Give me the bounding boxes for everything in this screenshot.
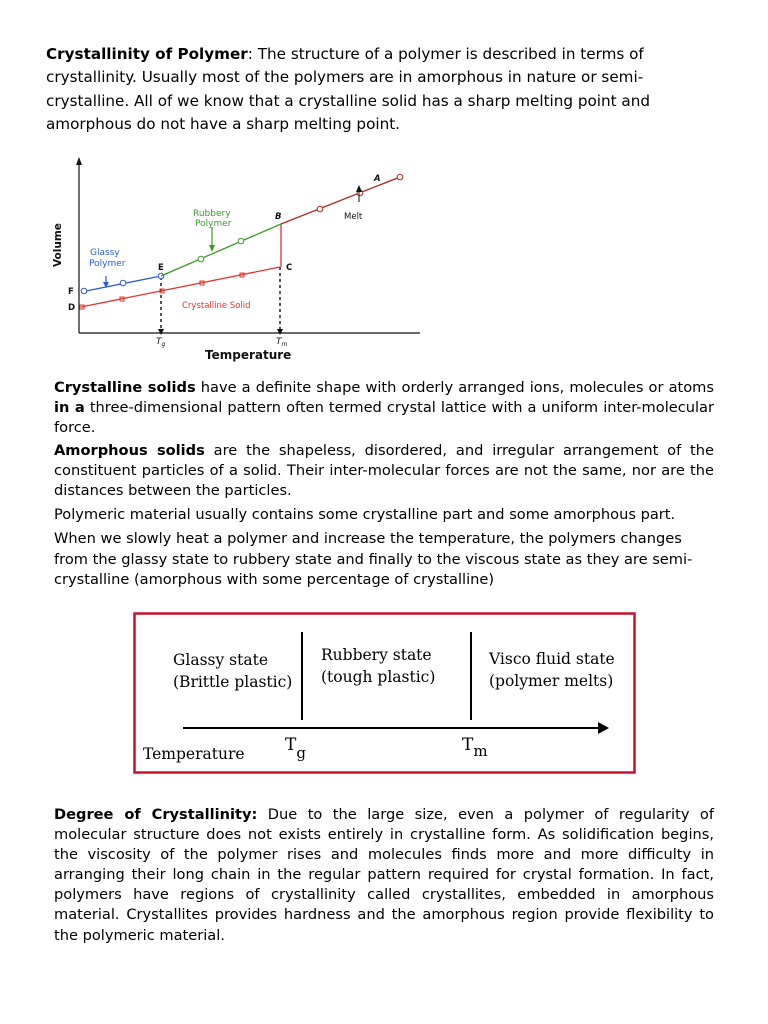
melt-label: Melt [344, 212, 363, 222]
amorphous-term: Amorphous solids [54, 441, 205, 459]
volume-temperature-graph [48, 152, 428, 366]
crystalline-label: Crystalline Solid [182, 301, 251, 311]
intro-heading: Crystallinity of Polymer [46, 45, 248, 63]
temperature-label: Temperature [143, 745, 245, 763]
graph-ylabel: Volume [52, 223, 64, 267]
crystalline-text1: have a definite shape with orderly arranged ions, molecules or atoms [195, 379, 714, 396]
point-a-label: A [374, 174, 381, 184]
crystalline-paragraph [54, 378, 714, 439]
melt-series [281, 174, 403, 224]
point-b-label: B [275, 212, 282, 222]
crystalline-text2: three-dimensional pattern often termed crystal lattice with a uniform inter-molecular force. [54, 399, 714, 437]
glassy-label-line2: Polymer [89, 259, 126, 269]
degree-paragraph [54, 805, 714, 946]
point-f-label: F [68, 287, 74, 297]
polymeric-paragraph: Polymeric material usually contains some crystalline part and some amorphous part. [54, 506, 676, 524]
point-e-label: E [158, 263, 164, 273]
visco-state-subtitle: (polymer melts) [489, 672, 614, 690]
tg-state-label: Tg [285, 735, 306, 762]
visco-state-title: Visco fluid state [489, 650, 615, 668]
glassy-state-subtitle: (Brittle plastic) [173, 673, 293, 691]
glassy-series [81, 273, 164, 294]
point-c-label: C [286, 263, 293, 273]
amorphous-paragraph [54, 441, 714, 502]
rubbery-state-title: Rubbery state [321, 646, 432, 664]
glassy-state-title: Glassy state [173, 651, 268, 669]
point-d-label: D [68, 303, 76, 313]
definitions-section [54, 378, 714, 594]
degree-heading: Degree of Crystallinity: [54, 806, 258, 823]
crystalline-bold2: in a [54, 399, 85, 417]
intro-text: : The structure of a polymer is described in terms of crystallinity. Usually most of the polymers are in amorphous in nature or semi- crystalline. All of we know that a crystalline solid has a sharp melting point and amorphous do not have a sharp melting point. [46, 45, 650, 134]
graph-xlabel: Temperature [205, 348, 292, 362]
intro-paragraph [46, 43, 726, 137]
heating-paragraph: When we slowly heat a polymer and increase the temperature, the polymers changes from the glassy state to rubbery state and finally to the viscous state as they are semi-crystalline (amorphous with some percentage of crystalline) [54, 530, 693, 588]
amorphous-text: are the shapeless, disordered, and irregular arrangement of the constituent particles of a solid. Their inter-molecular forces are not the same, nor are the distances between the particles. [54, 441, 715, 500]
rubbery-label-line1: Rubbery [193, 209, 231, 219]
glassy-label-line1: Glassy [90, 248, 120, 258]
tm-state-label: Tm [462, 735, 488, 760]
degree-text: Due to the large size, even a polymer of regularity of molecular structure does not exists entirely in crystalline form. As solidification begins, the viscosity of the polymer rises and molecules finds more and more difficulty in arranging their long chain in the regular pattern required for crystal formation. In fact, polymers have regions of crystallinity called crystallites, embedded in amorphous material. Crystallites provides hardness and the amorphous region provide flexibility to the polymeric material. [54, 806, 714, 944]
rubbery-label-line2: Polymer [195, 219, 232, 229]
tg-label: $T_g$ [156, 337, 166, 348]
tm-label: $T_m$ [276, 337, 288, 348]
rubbery-series [161, 224, 281, 276]
rubbery-state-subtitle: (tough plastic) [321, 668, 436, 686]
crystalline-term: Crystalline solids [54, 379, 196, 396]
polymer-states-diagram [133, 612, 636, 774]
